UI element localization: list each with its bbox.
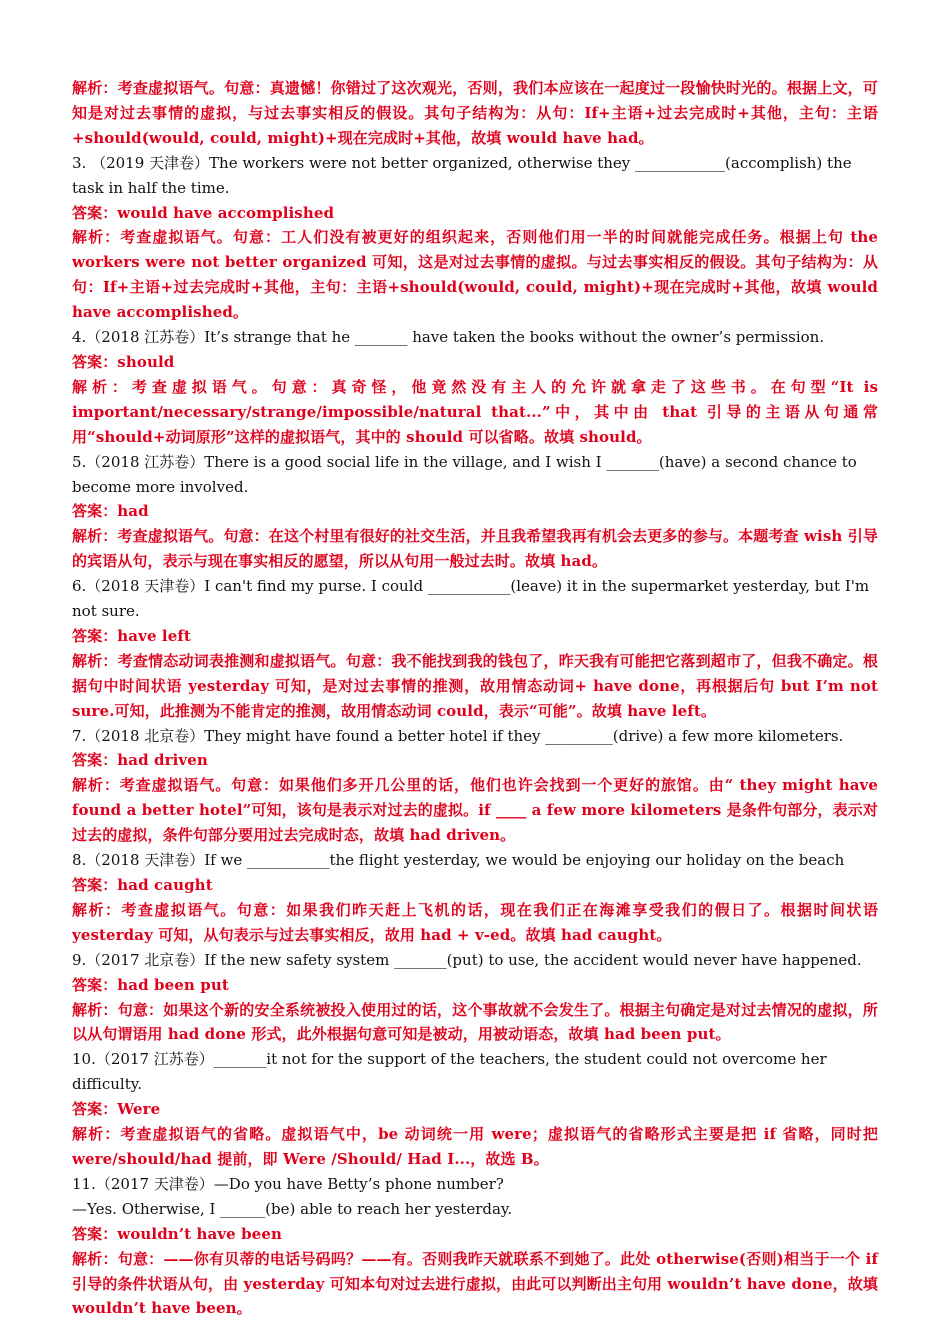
answer-8: 答案：had caught (72, 876, 213, 894)
question-4: 4.（2018 江苏卷）It’s strange that he _______ have taken the books without the owner’s permission. (72, 328, 825, 347)
question-6: 6.（2018 天津卷）I can't find my purse. I could ___________(leave) it in the supermarket yesterday, but I'm not sure. (72, 577, 870, 621)
answer-9: 答案：had been put (72, 975, 229, 994)
answer-10: 答案：Were (72, 1100, 161, 1119)
answer-5: 答案：had (72, 502, 149, 521)
question-9: 9.（2017 北京卷）If the new safety system _______(put) to use, the accident would never have happened. (72, 950, 862, 969)
analysis-7: 解析：考查虚拟语气。句意：如果他们多开几公里的话，他们也许会找到一个更好的旅馆。由“ they might have found a better hotel”可知，该句是表示对过去的虚拟。if ____ a few more kilometers 是条件句部分，表示对过去的虚拟，条件句部分要用过去完成时态，故填 had driven。 (72, 776, 878, 845)
analysis-9: 解析：句意：如果这个新的安全系统被投入使用过的话，这个事故就不会发生了。根据主句确定是对过去情况的虚拟，所以从句谓语用 had done 形式，此外根据句意可知是被动，用被动语态，故填 had been put。 (72, 1000, 878, 1044)
analysis-6: 解析：考查情态动词表推测和虚拟语气。句意：我不能找到我的钱包了，昨天我有可能把它落到超市了，但我不确定。根据句中时间状语 yesterday 可知，是对过去事情的推测，故用情态动词+ have done，再根据后句 but I’m not sure.可知，此推测为不能肯定的推测，故用情态动词 could，表示“可能”。故填 have left。 (72, 651, 878, 720)
question-8: 8.（2018 天津卷）If we ___________the flight yesterday, we would be enjoying our holiday on the beach (72, 851, 845, 870)
analysis-4: 解析：考查虚拟语气。句意：真奇怪，他竟然没有主人的允许就拿走了这些书。在句型“It is important/necessary/strange/impossible/natural that...”中，其中由 that 引导的主语从句通常用“should+动词原形”这样的虚拟语气，其中的 should 可以省略。故填 should。 (72, 377, 878, 446)
document-page (72, 76, 878, 1321)
answer-6: 答案：have left (72, 626, 191, 645)
analysis-text: 解析：考查虚拟语气。句意：真遗憾！你错过了这次观光，否则，我们本应该在一起度过一段愉快时光的。根据上文，可知是对过去事情的虚拟，与过去事实相反的假设。其句子结构为：从句：If+主语+过去完成时+其他，主句：主语+should(would, could, might)+现在完成时+其他，故填 would have had。 (72, 79, 878, 147)
question-11-reply: —Yes. Otherwise, I ______(be) able to reach her yesterday. (72, 1199, 513, 1218)
answer-7: 答案：had driven (72, 751, 208, 770)
question-5: 5.（2018 江苏卷）There is a good social life in the village, and I wish I _______(have) a second chance to become more involved. (72, 452, 857, 496)
question-11: 11.（2017 天津卷）—Do you have Betty’s phone number? (72, 1174, 504, 1193)
question-3: 3. （2019 天津卷）The workers were not better organized, otherwise they ____________(accomplish) the task in half the time. (72, 153, 852, 197)
analysis-8: 解析：考查虚拟语气。句意：如果我们昨天赶上飞机的话，现在我们正在海滩享受我们的假日了。根据时间状语 yesterday 可知，从句表示与过去事实相反，故用 had + v-ed。故填 had caught。 (72, 900, 878, 944)
analysis-10: 解析：考查虚拟语气的省略。虚拟语气中，be 动词统一用 were；虚拟语气的省略形式主要是把 if 省略，同时把 were/should/had 提前，即 Were /Should/ Had I...，故选 B。 (72, 1125, 878, 1168)
analysis-11: 解析：句意：——你有贝蒂的电话号码吗？——有。否则我昨天就联系不到她了。此处 otherwise(否则)相当于一个 if 引导的条件状语从句，由 yesterday 可知本句对过去进行虚拟，由此可以判断出主句用 wouldn’t have done，故填 wouldn’t have been。 (72, 1249, 878, 1318)
answer-3: 答案：would have accomplished (72, 203, 335, 222)
answer-4: 答案：should (72, 352, 175, 371)
question-7: 7.（2018 北京卷）They might have found a better hotel if they _________(drive) a few more kilometers. (72, 726, 844, 745)
analysis-3: 解析：考查虚拟语气。句意：工人们没有被更好的组织起来，否则他们用一半的时间就能完成任务。根据上句 the workers were not better organized 可知，这是对过去事情的虚拟。与过去事实相反的假设。其句子结构为：从句：If+主语+过去完成时+其他，主句：主语+should(would, could, might)+现在完成时+其他，故填 would have accomplished。 (72, 228, 878, 322)
answer-11: 答案：wouldn’t have been (72, 1224, 282, 1243)
analysis-5: 解析：考查虚拟语气。句意：在这个村里有很好的社交生活，并且我希望我再有机会去更多的参与。本题考查 wish 引导的宾语从句，表示与现在事实相反的愿望，所以从句用一般过去时。故填 had。 (72, 527, 878, 571)
question-10: 10.（2017 江苏卷）_______it not for the support of the teachers, the student could not overcome her difficulty. (72, 1050, 827, 1094)
